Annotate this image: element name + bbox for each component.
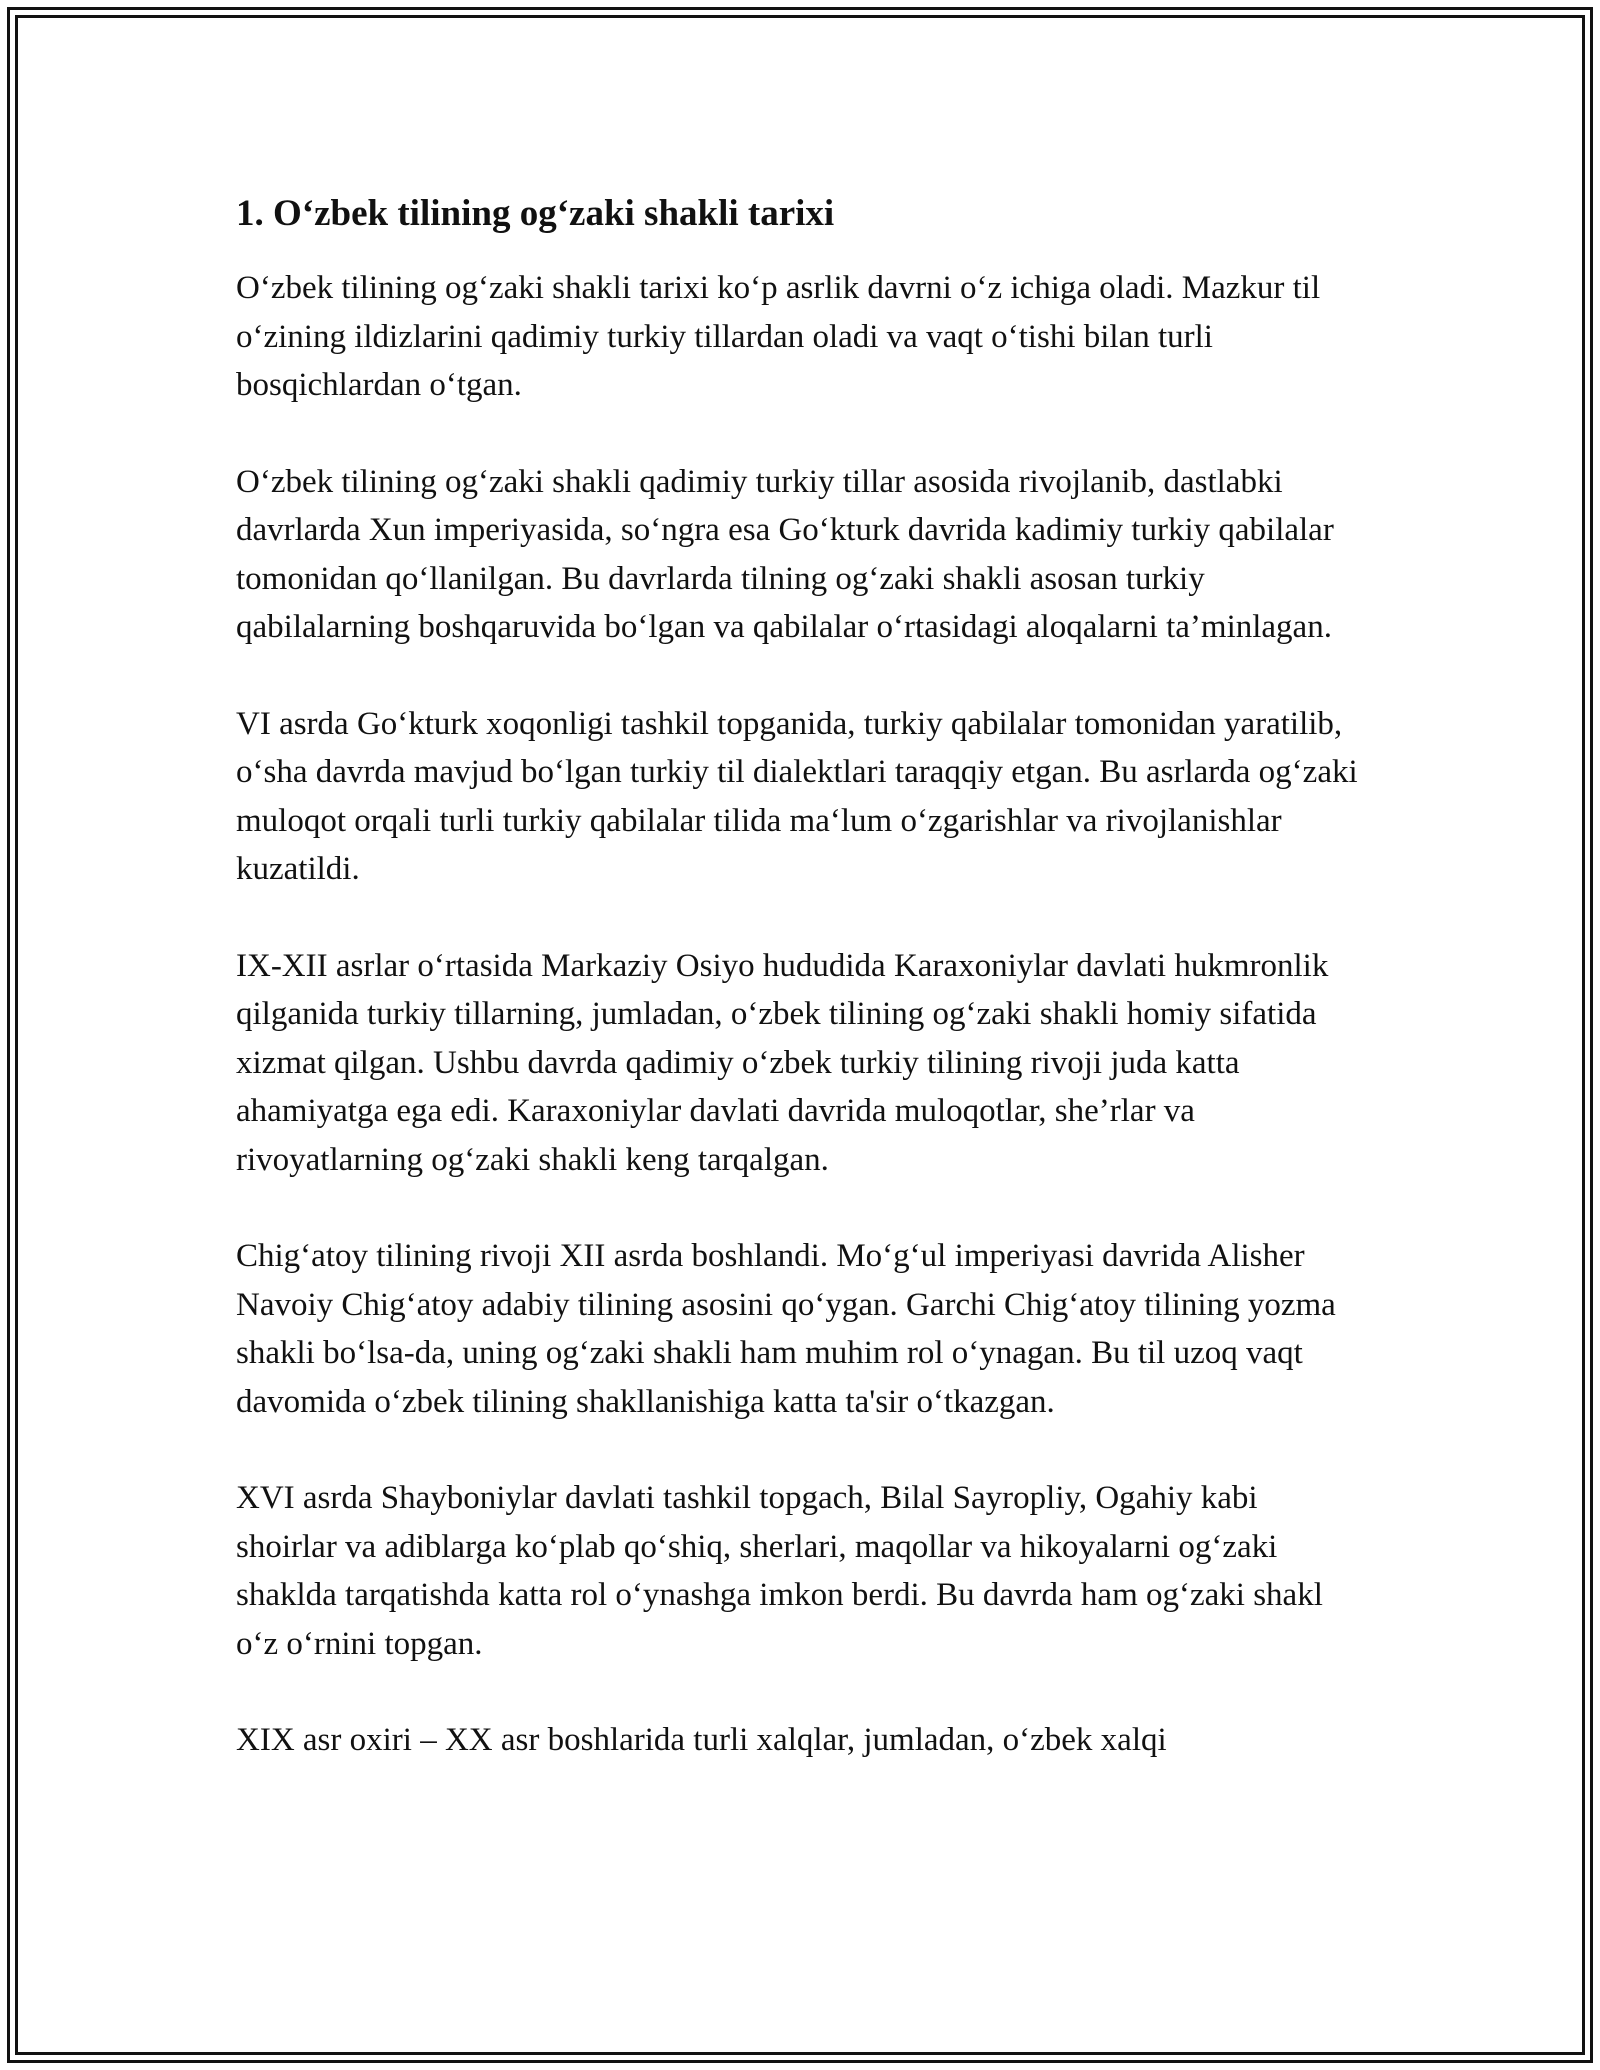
paragraph-2: O‘zbek tilining og‘zaki shakli qadimiy turkiy tillar asosida rivojlanib, dastlabki davrlarda Xun imperiyasida, so‘ngra esa Go‘kturk davrida kadimiy turkiy qabilalar tomonidan qo‘llanilgan. Bu davrlarda tilning og‘zaki shakli asosan turkiy qabilalarning boshqaruvida bo‘lgan va qabilalar o‘rtasidagi aloqalarni ta’minlagan. [236,463,1334,645]
paragraph-1: O‘zbek tilining og‘zaki shakli tarixi ko‘p asrlik davrni o‘z ichiga oladi. Mazkur til o‘zining ildizlarini qadimiy turkiy tillardan oladi va vaqt o‘tishi bilan turli bosqichlardan o‘tgan. [236,270,1321,403]
paragraph-3: VI asrda Go‘kturk xoqonligi tashkil topganida, turkiy qabilalar tomonidan yaratilib, o‘sha davrda mavjud bo‘lgan turkiy til dialektlari taraqqiy etgan. Bu asrlarda og‘zaki muloqot orqali turli turkiy qabilalar tilida ma‘lum o‘zgarishlar va rivojlanishlar kuzatildi. [236,705,1358,887]
paragraph-6: XVI asrda Shayboniylar davlati tashkil topgach, Bilal Sayropliy, Ogahiy kabi shoirlar va adiblarga ko‘plab qo‘shiq, sherlari, maqollar va hikoyalarni og‘zaki shaklda tarqatishda katta rol o‘ynashga imkon berdi. Bu davrda ham og‘zaki shakl o‘z o‘rnini topgan. [236,1480,1323,1662]
section-heading: 1. O‘zbek tilining og‘zaki shakli tarixi [236,193,835,234]
paragraph-4: IX-XII asrlar o‘rtasida Markaziy Osiyo hududida Karaxoniylar davlati hukmronlik qilganida turkiy tillarning, jumladan, o‘zbek tilining og‘zaki shakli homiy sifatida xizmat qilgan. Ushbu davrda qadimiy o‘zbek turkiy tilining rivoji juda katta ahamiyatga ega edi. Karaxoniylar davlati davrida muloqotlar, she’rlar va rivoyatlarning og‘zaki shakli keng tarqalgan. [236,947,1329,1178]
paragraph-5: Chig‘atoy tilining rivoji XII asrda boshlandi. Mo‘g‘ul imperiyasi davrida Alisher Navoiy Chig‘atoy adabiy tilining asosini qo‘ygan. Garchi Chig‘atoy tilining yozma shakli bo‘lsa-da, uning og‘zaki shakli ham muhim rol o‘ynagan. Bu til uzoq vaqt davomida o‘zbek tilining shakllanishiga katta ta'sir o‘tkazgan. [236,1238,1336,1420]
paragraph-7: XIX asr oxiri – XX asr boshlarida turli xalqlar, jumladan, o‘zbek xalqi [236,1722,1167,1758]
document-body [236,188,1366,1765]
